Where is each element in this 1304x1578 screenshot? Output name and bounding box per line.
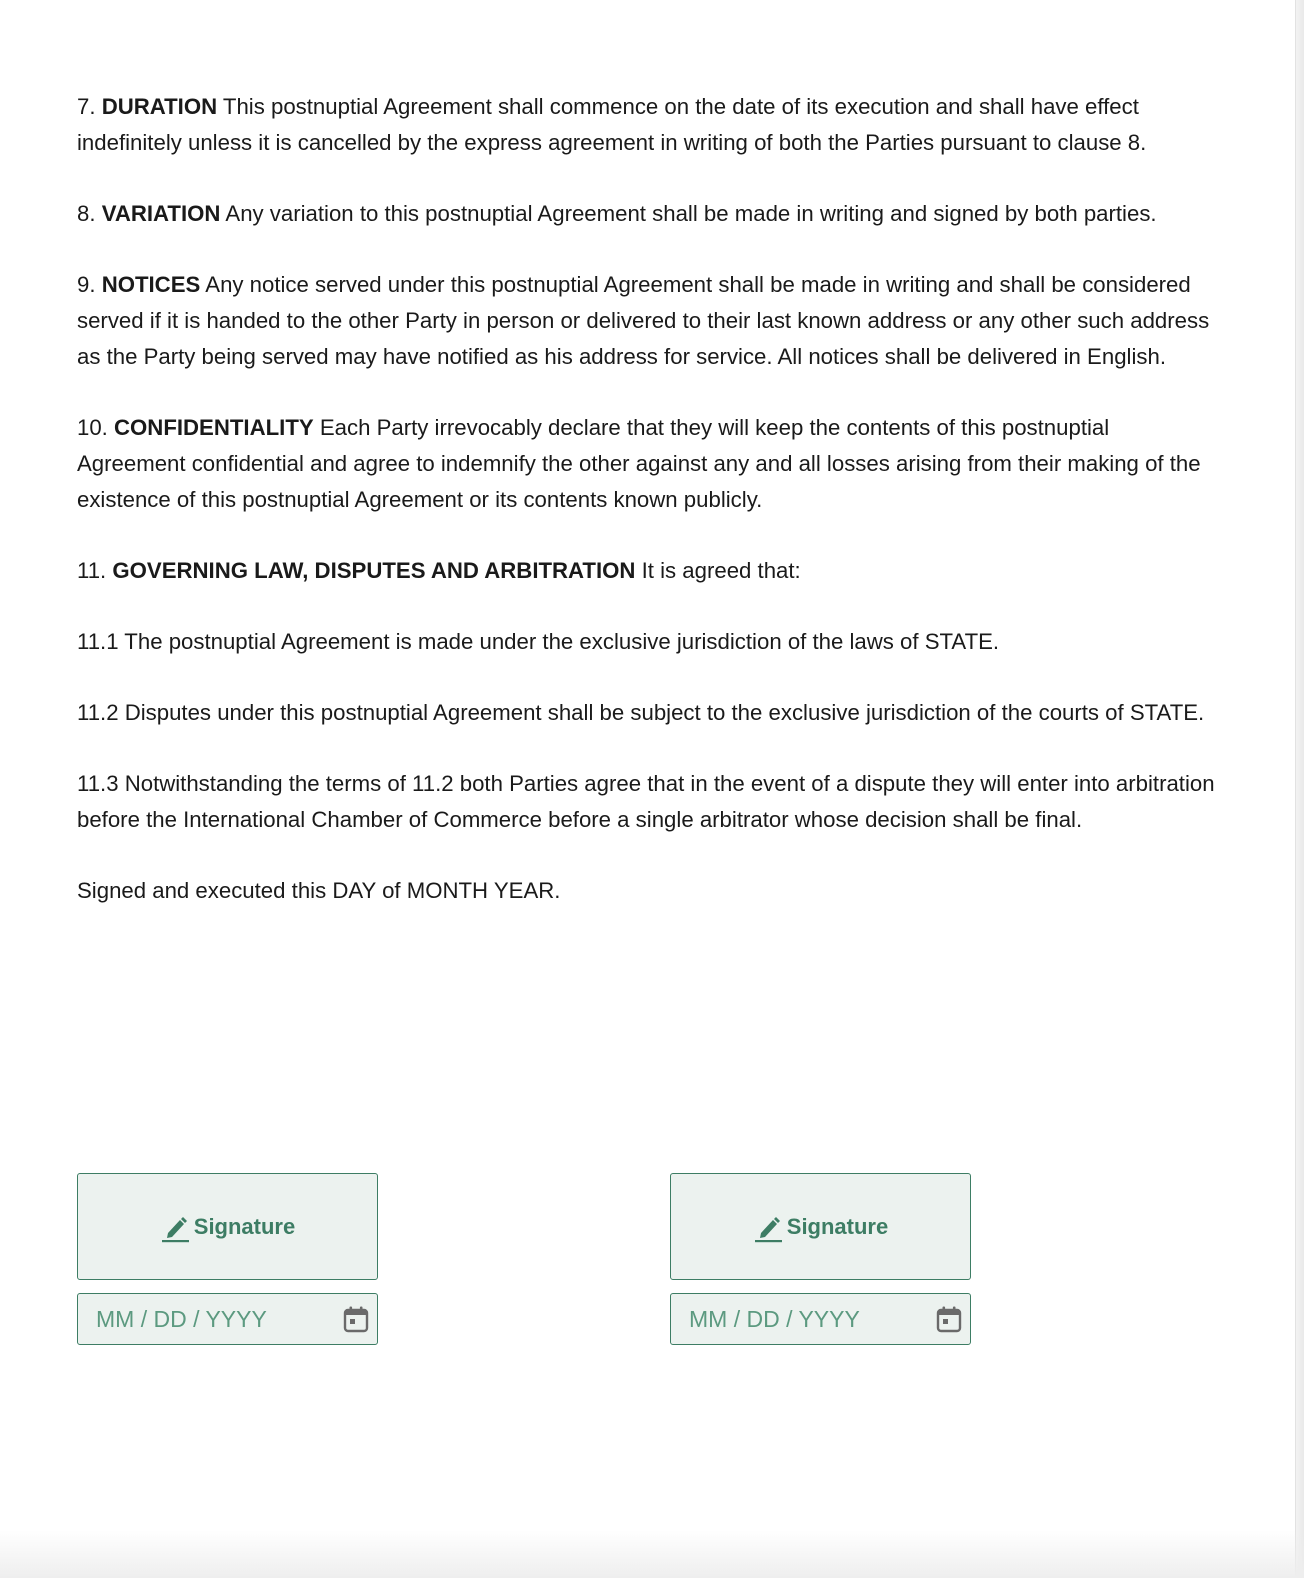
signature-block-1 bbox=[77, 1173, 378, 1345]
signed-line: Signed and executed this DAY of MONTH YEAR. bbox=[77, 878, 561, 903]
clause-11 bbox=[77, 553, 1222, 589]
signature-field[interactable] bbox=[670, 1173, 971, 1280]
page-bottom-shadow bbox=[0, 1530, 1304, 1578]
subclause-11-1: 11.1 The postnuptial Agreement is made under the exclusive jurisdiction of the laws of STATE. bbox=[77, 629, 1000, 654]
clause-7 bbox=[77, 89, 1222, 161]
clause-text: Any notice served under this postnuptial Agreement shall be made in writing and shall be considered served if it is handed to the other Party in person or delivered to their last known address or any other such address as the Party being served may have notified as his address for service. All notices shall be delivered in English. bbox=[77, 272, 1210, 369]
date-placeholder: MM / DD / YYYY bbox=[689, 1305, 860, 1332]
signature-field[interactable] bbox=[77, 1173, 378, 1280]
clause-text: Each Party irrevocably declare that they will keep the contents of this postnuptial Agreement confidential and agree to indemnify the other against any and all losses arising from their making of the existence of this postnuptial Agreement or its contents known publicly. bbox=[77, 415, 1201, 512]
signature-label: Signature bbox=[193, 1213, 296, 1239]
subclause-11-3: 11.3 Notwithstanding the terms of 11.2 both Parties agree that in the event of a dispute they will enter into arbitration before the International Chamber of Commerce before a single arbitrator whose decision shall be final. bbox=[77, 771, 1215, 832]
subclause-11-2: 11.2 Disputes under this postnuptial Agreement shall be subject to the exclusive jurisdiction of the courts of STATE. bbox=[77, 700, 1205, 725]
scrollbar-track[interactable] bbox=[1295, 0, 1304, 1578]
date-field[interactable] bbox=[77, 1293, 378, 1345]
clause-8 bbox=[77, 196, 1222, 232]
clause-heading: CONFIDENTIALITY bbox=[114, 415, 314, 440]
calendar-icon[interactable] bbox=[343, 1305, 369, 1333]
clause-number: 11. bbox=[77, 558, 107, 583]
pen-icon bbox=[753, 1211, 783, 1243]
clause-heading: NOTICES bbox=[101, 272, 201, 297]
clause-9 bbox=[77, 267, 1222, 375]
signature-area bbox=[77, 1173, 1077, 1353]
clause-number: 8. bbox=[77, 201, 96, 226]
date-placeholder: MM / DD / YYYY bbox=[96, 1305, 267, 1332]
clause-text: It is agreed that: bbox=[641, 558, 801, 583]
signature-label: Signature bbox=[786, 1213, 889, 1239]
date-field[interactable] bbox=[670, 1293, 971, 1345]
clause-heading: VARIATION bbox=[101, 201, 221, 226]
clause-heading: GOVERNING LAW, DISPUTES AND ARBITRATION bbox=[112, 558, 636, 583]
clause-number: 9. bbox=[77, 272, 96, 297]
clause-text: This postnuptial Agreement shall commence on the date of its execution and shall have effect indefinitely unless it is cancelled by the express agreement in writing of both the Parties pursuant to clause 8. bbox=[77, 94, 1147, 155]
calendar-icon[interactable] bbox=[936, 1305, 962, 1333]
signature-block-2 bbox=[670, 1173, 971, 1345]
clause-10 bbox=[77, 410, 1222, 518]
clause-text: Any variation to this postnuptial Agreement shall be made in writing and signed by both parties. bbox=[225, 201, 1157, 226]
clause-number: 10. bbox=[77, 415, 108, 440]
document-body bbox=[77, 89, 1222, 944]
pen-icon bbox=[160, 1211, 190, 1243]
clause-heading: DURATION bbox=[101, 94, 218, 119]
clause-number: 7. bbox=[77, 94, 96, 119]
